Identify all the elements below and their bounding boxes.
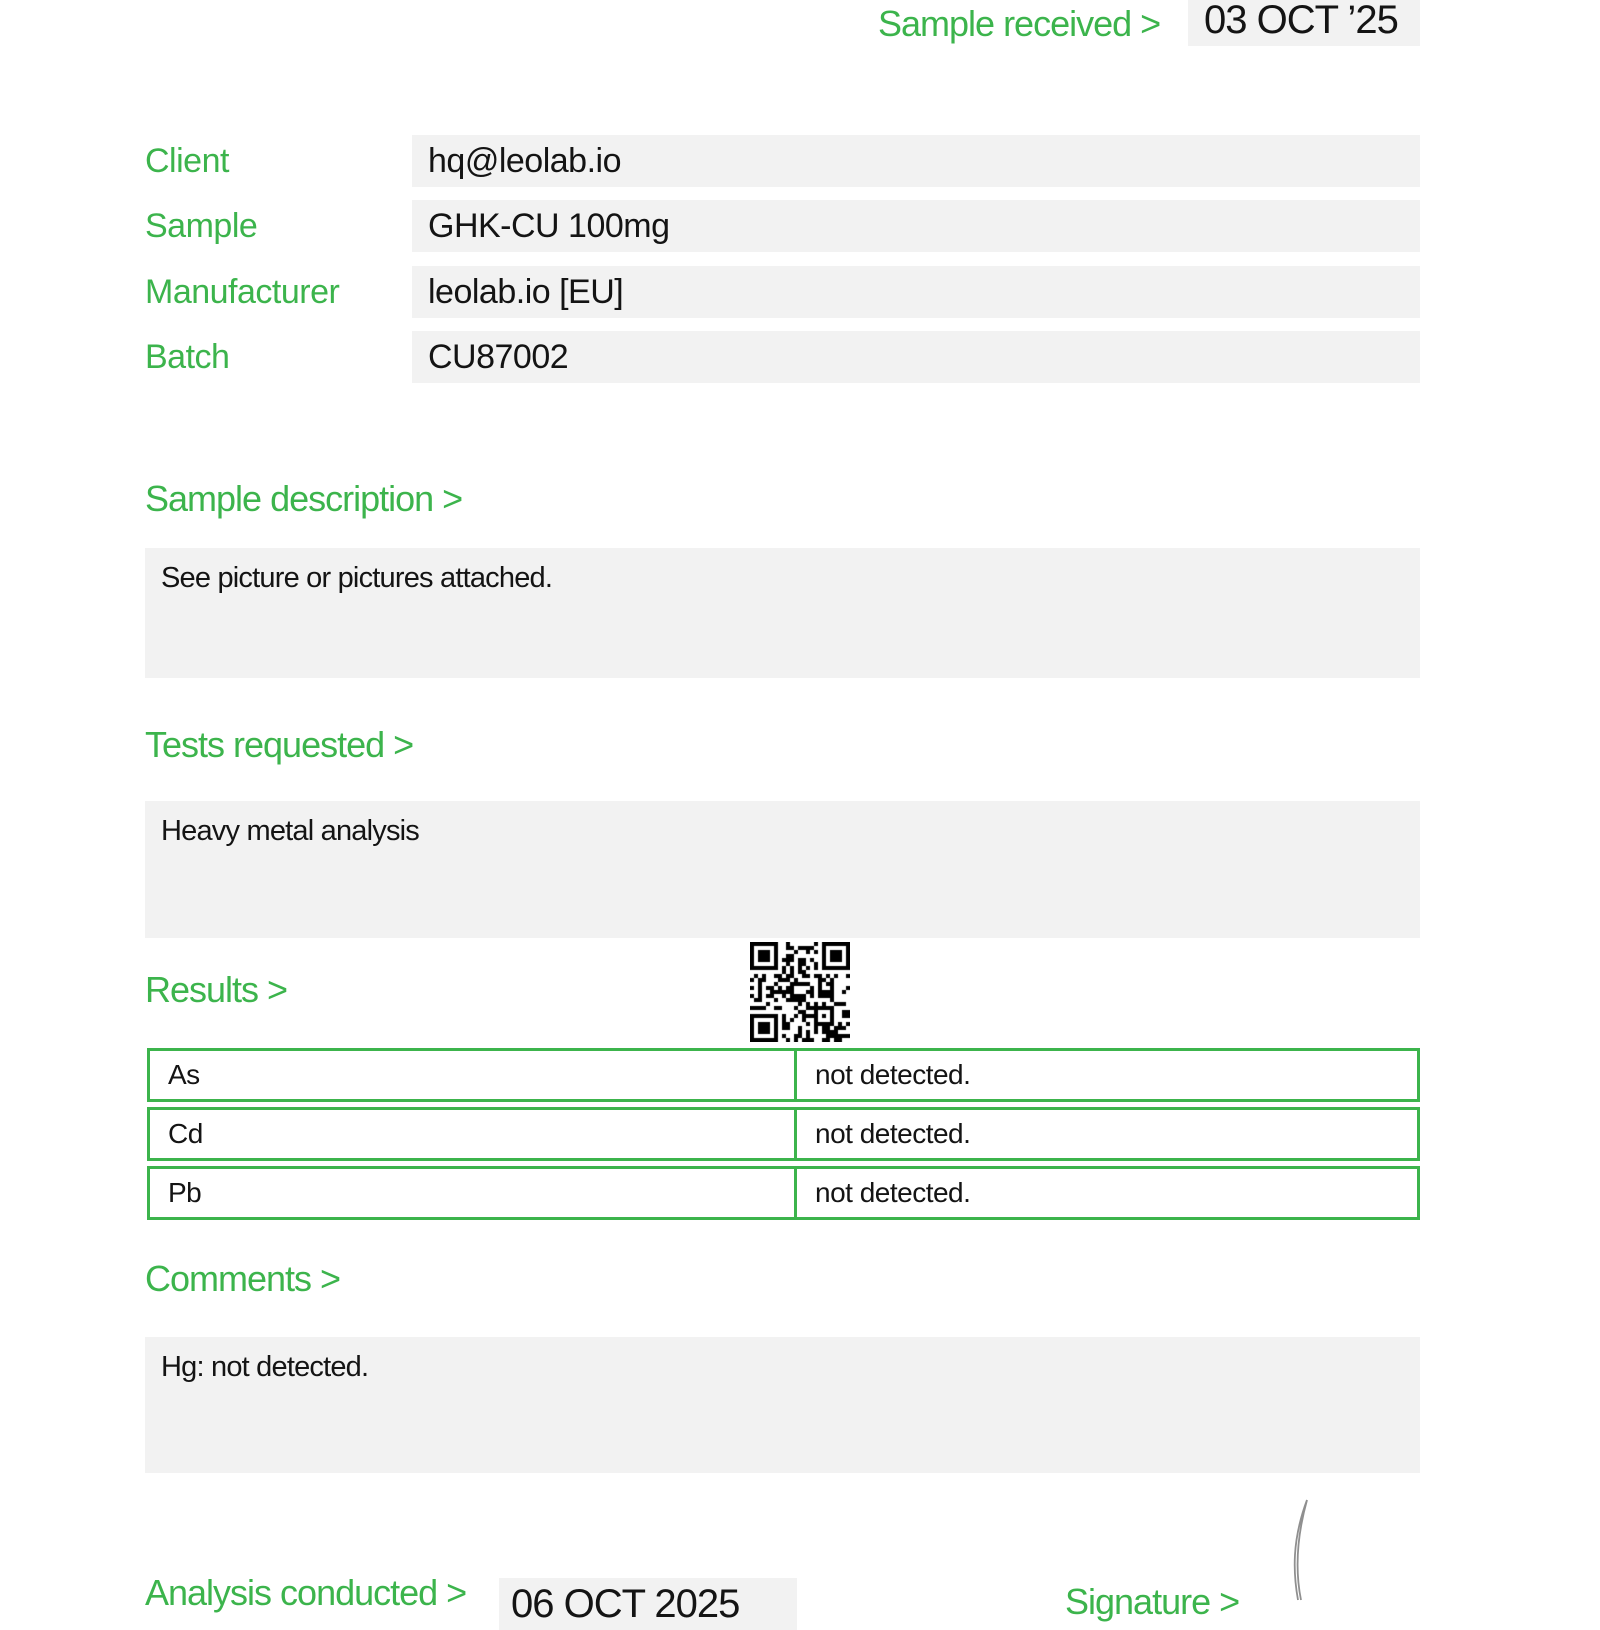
sample-description-box xyxy=(145,548,1420,678)
signature-label: Signature > xyxy=(1065,1581,1240,1622)
tests-requested-box xyxy=(145,801,1420,938)
analyte-cell: Cd xyxy=(150,1110,797,1158)
analysis-conducted-box xyxy=(499,1578,797,1630)
manufacturer-value: leolab.io [EU] xyxy=(428,273,624,311)
manufacturer-label: Manufacturer xyxy=(145,273,340,311)
sample-value-box xyxy=(412,200,1420,252)
sample-received-box xyxy=(1188,0,1420,46)
signature-stroke xyxy=(1262,1496,1332,1600)
results-table xyxy=(147,1048,1420,1225)
tests-requested-heading: Tests requested > xyxy=(145,724,414,765)
result-cell: not detected. xyxy=(815,1118,971,1149)
analyte-cell: As xyxy=(150,1051,797,1099)
comments-box xyxy=(145,1337,1420,1473)
result-cell: not detected. xyxy=(815,1177,971,1208)
client-label: Client xyxy=(145,142,229,180)
table-row xyxy=(147,1166,1420,1220)
analyte-cell: Pb xyxy=(150,1169,797,1217)
client-value-box xyxy=(412,135,1420,187)
qr-code xyxy=(750,942,850,1042)
analysis-conducted-value: 06 OCT 2025 xyxy=(511,1582,740,1626)
analysis-conducted-label: Analysis conducted > xyxy=(145,1572,467,1613)
tests-requested-text: Heavy metal analysis xyxy=(161,815,419,847)
table-row xyxy=(147,1048,1420,1102)
sample-received-value: 03 OCT ’25 xyxy=(1204,0,1398,42)
table-row xyxy=(147,1107,1420,1161)
sample-description-text: See picture or pictures attached. xyxy=(161,562,553,594)
batch-label: Batch xyxy=(145,338,230,376)
manufacturer-value-box xyxy=(412,266,1420,318)
sample-description-heading: Sample description > xyxy=(145,478,463,519)
batch-value: CU87002 xyxy=(428,338,569,376)
sample-label: Sample xyxy=(145,207,258,245)
results-heading: Results > xyxy=(145,969,288,1010)
batch-value-box xyxy=(412,331,1420,383)
comments-heading: Comments > xyxy=(145,1258,341,1299)
client-value: hq@leolab.io xyxy=(428,142,621,180)
result-cell: not detected. xyxy=(815,1059,971,1090)
sample-value: GHK-CU 100mg xyxy=(428,207,670,245)
sample-received-label: Sample received > xyxy=(878,3,1161,44)
comments-text: Hg: not detected. xyxy=(161,1351,369,1383)
